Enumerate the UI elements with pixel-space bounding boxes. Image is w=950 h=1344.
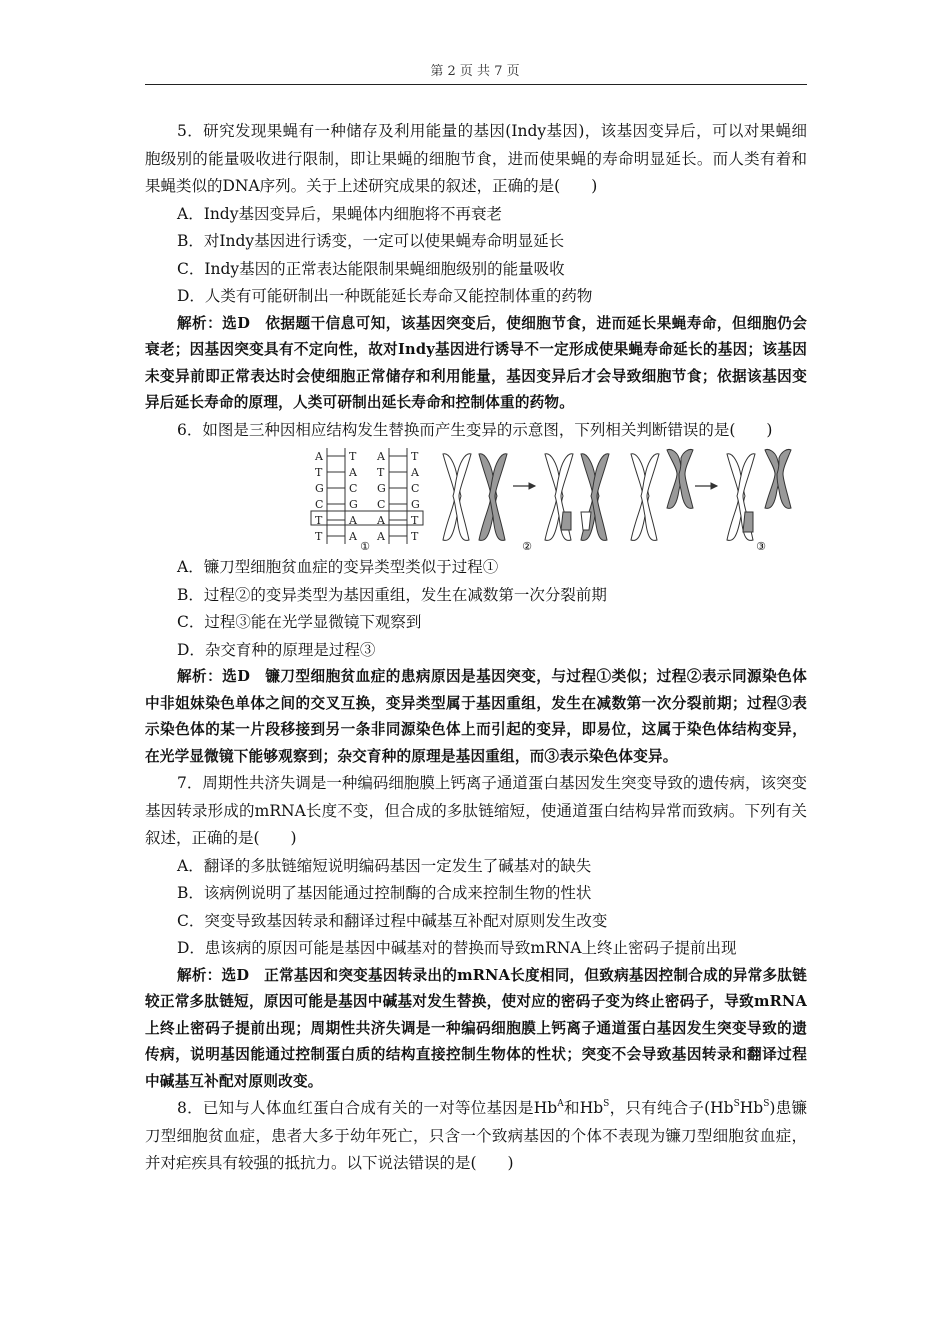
base-m1-4: A [349,514,357,527]
base-l-4: T [315,514,323,527]
base-m2-2: G [377,482,386,495]
q5-option-a: A．Indy基因变异后，果蝇体内细胞将不再衰老 [177,204,502,223]
base-m2-5: A [377,530,385,543]
base-r-5: T [411,530,419,543]
header-rule [145,84,807,85]
q7-option-d: D．患该病的原因可能是基因中碱基对的替换而导致mRNA上终止密码子提前出现 [177,939,737,957]
q7-analysis-text: 选D 正常基因和突变基因转录出的mRNA长度相同，但致病基因控制合成的异常多肽链较正常多肽链短，原因可能是基因中碱基对发生替换，使对应的密码子变为终止密码子，导致mRNA上终止密码子提前出现；周期性共济失调是一种编码细胞膜上钙离子通道蛋白基因发生突变导致的遗传病，说明基因能通过控制蛋白质的结构直接控制生物体的性状；突变不会导致基因转录和翻译过程中碱基互补配对原则改变。 [145,966,807,1090]
diagram-label-2: ② [522,540,532,550]
base-r-4: T [411,514,419,527]
base-l-2: G [315,482,324,495]
base-m2-1: T [377,466,385,479]
q7-option-a: A．翻译的多肽链缩短说明编码基因一定发生了碱基对的缺失 [177,856,592,875]
q6-option-a: A．镰刀型细胞贫血症的变异类型类似于过程① [177,558,499,576]
base-r-0: T [411,450,419,463]
q8-sup: A [557,1099,564,1109]
q6-analysis-text: 选D 镰刀型细胞贫血症的患病原因是基因突变，与过程①类似；过程②表示同源染色体中非姐妹染色单体之间的交叉互换，变异类型属于基因重组，发生在减数第一次分裂前期；过程③表示染色体的某一片段移接到另一条非同源染色体上而引起的变异，即易位，这属于染色体结构变异，在光学显微镜下能够观察到；杂交育种的原理是基因重组，而③表示染色体变异。 [145,668,807,765]
base-l-5: T [315,530,323,543]
diagram-label-3: ③ [756,540,766,550]
q6-option-b: B．过程②的变异类型为基因重组，发生在减数第一次分裂前期 [177,585,607,604]
q6-option-c: C．过程③能在光学显微镜下观察到 [177,613,422,631]
base-l-3: C [315,498,324,511]
q6-analysis [145,664,807,770]
page-content [145,118,807,1178]
q8-stem-part: )患镰刀型细胞贫血症，患者大多于幼年死亡，只含一个致病基因的个体不表现为镰刀型细胞贫血症，并对疟疾具有较强的抵抗力。以下说法错误的是( ) [145,1099,807,1172]
base-r-3: G [411,498,420,511]
q6-figure [145,446,807,550]
q5-option-b: B．对Indy基因进行诱变，一定可以使果蝇寿命明显延长 [177,232,565,250]
q8-stem-part: Hb [739,1099,764,1117]
page-header: 第 2 页 共 7 页 [430,64,520,79]
q5-option-c: C．Indy基因的正常表达能限制果蝇细胞级别的能量吸收 [177,259,565,278]
dna-backbones [311,448,423,544]
base-m1-2: C [349,482,358,495]
base-r-1: A [411,466,419,479]
diagram-label-1: ① [360,540,370,550]
q7-option-b: B．该病例说明了基因能通过控制酶的合成来控制生物的性状 [177,884,592,902]
base-m2-4: A [377,514,385,527]
q8-sup: S [763,1099,770,1109]
base-m1-0: T [349,450,357,463]
q6-analysis-label: 解析： [177,668,223,685]
q5-option-d: D．人类有可能研制出一种既能延长寿命又能控制体重的药物 [177,287,593,305]
q5-analysis [145,311,807,417]
q6-option-d: D．杂交育种的原理是过程③ [177,640,376,659]
base-m1-1: A [349,466,357,479]
q7-analysis-label: 解析： [177,966,222,984]
dna-diagram-1 [314,450,420,543]
q7-stem: 7．周期性共济失调是一种编码细胞膜上钙离子通道蛋白基因发生突变导致的遗传病，该突变基因转录形成的mRNA长度不变，但合成的多肽链缩短，使通道蛋白结构异常而致病。下列有关叙述，正确的是( ) [145,774,807,847]
base-m2-3: C [377,498,386,511]
q8-stem-part: ，只有纯合子(Hb [609,1099,734,1117]
q5-analysis-text: 选D 依据题干信息可知，该基因突变后，使细胞节食，进而延长果蝇寿命，但细胞仍会衰老；因基因突变具有不定向性，故对Indy基因进行诱导不一定形成使果蝇寿命延长的基因；该基因未变异前即正常表达时会使细胞正常储存和利用能量，基因变异后才会导致细胞节食；依据该基因变异后延长寿命的原理，人类可研制出延长寿命和控制体重的药物。 [145,314,807,411]
q8-sup: S [733,1099,740,1109]
q7-analysis [145,963,807,1096]
q8-sup: S [603,1099,610,1109]
q8-stem-part: 和Hb [563,1099,604,1117]
base-m1-3: G [349,498,358,511]
base-l-0: A [315,450,323,463]
base-r-2: C [411,482,420,495]
chromosome-diagram-3 [631,449,791,540]
q7-option-c: C．突变导致基因转录和翻译过程中碱基互补配对原则发生改变 [177,911,608,930]
q8-stem-part: 8．已知与人体血红蛋白合成有关的一对等位基因是Hb [177,1099,558,1117]
q5-analysis-label: 解析： [177,314,223,332]
q6-stem: 6．如图是三种因相应结构发生替换而产生变异的示意图，下列相关判断错误的是( ) [177,420,773,439]
base-m1-5: A [349,530,357,543]
q5-stem: 5．研究发现果蝇有一种储存及利用能量的基因(Indy基因)，该基因变异后，可以对果蝇细胞级别的能量吸收进行限制，即让果蝇的细胞节食，进而使果蝇的寿命明显延长。而人类有着和果蝇类似的DNA序列。关于上述研究成果的叙述，正确的是( ) [145,122,807,195]
base-l-1: T [315,466,323,479]
base-m2-0: A [377,450,385,463]
q8-stem [145,1095,807,1178]
chromosome-diagram-2 [443,454,609,541]
mutation-diagram [309,446,829,550]
